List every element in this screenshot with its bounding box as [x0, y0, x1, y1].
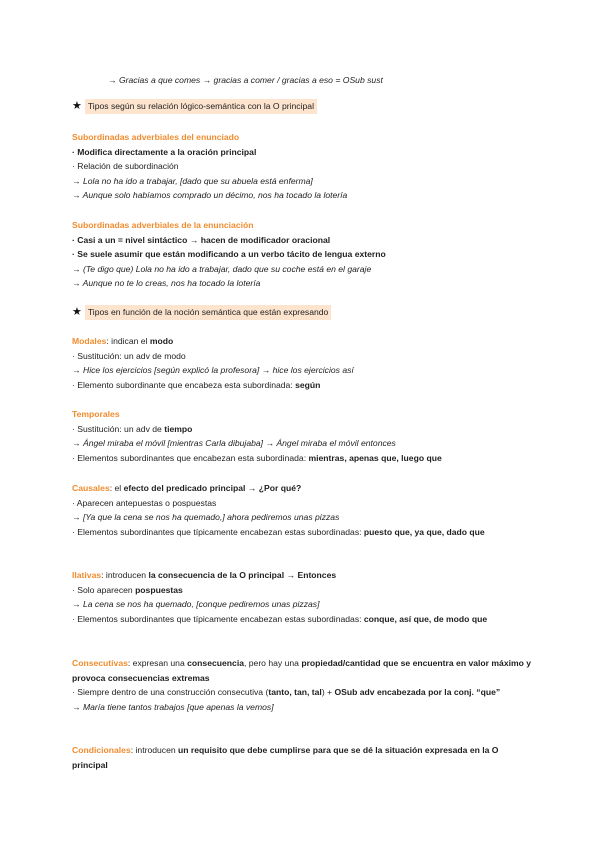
list-item	[72, 612, 532, 627]
star-icon: ★	[72, 306, 82, 318]
star-icon: ★	[72, 100, 82, 112]
text-run: · Sustitución: un adv de	[72, 423, 165, 434]
text-run: · Elemento subordinante que encabeza esta subordinada:	[72, 379, 296, 390]
text-run: : introducen	[130, 745, 179, 755]
section-title: Ilativas	[72, 570, 102, 580]
example-line: → Ángel miraba el móvil [mientras Carla dibujaba] → Ángel miraba el móvil entonces	[72, 438, 396, 449]
section-title: Subordinadas adverbiales del enunciado	[72, 132, 240, 142]
text-run: · Elementos subordinantes que típicamente encabezan estas subordinadas:	[72, 526, 364, 537]
text-run: · Elementos subordinantes que típicamente encabezan estas subordinadas:	[72, 613, 364, 624]
example-line: → Lola no ha ido a trabajar, [dado que su abuela está enferma]	[72, 175, 313, 186]
section-title: Causales	[72, 483, 110, 493]
list-item: · Casi a un = nivel sintáctico → hacen de modificador oracional	[72, 234, 331, 245]
text-run: , pero hay una	[243, 658, 302, 668]
example-line: → Aunque solo habíamos comprado un décimo, nos ha tocado la lotería	[72, 190, 348, 201]
section-heading-line	[72, 743, 532, 772]
bold-text: la consecuencia de la O principal → Entonces	[148, 570, 337, 580]
bold-text: un requisito que debe cumplirse para que se dé la situación expresada en la O principal	[72, 745, 499, 770]
text-run: · Solo aparecen	[72, 584, 136, 595]
bold-text: conque, así que, de modo que	[363, 613, 488, 624]
list-item	[72, 525, 532, 540]
bold-text: modo	[149, 336, 174, 346]
text-run: : indican el	[106, 336, 150, 346]
bold-text: tiempo	[164, 423, 193, 434]
section-title: Subordinadas adverbiales de la enunciación	[72, 220, 254, 230]
example-line: → La cena se nos ha quemado, [conque pediremos unas pizzas]	[72, 599, 320, 610]
section-heading-logico-semantica	[72, 99, 317, 114]
example-line: → Hice los ejercicios [según explicó la profesora] → hice los ejercicios así	[72, 365, 354, 376]
section-heading-line	[72, 568, 532, 583]
section-adverbiales-enunciacion	[72, 218, 532, 291]
section-condicionales	[72, 743, 532, 772]
bold-text: mientras, apenas que, luego que	[308, 452, 442, 463]
bold-text: puesto que, ya que, dado que	[363, 526, 485, 537]
section-temporales	[72, 407, 532, 465]
section-ilativas	[72, 568, 532, 626]
section-heading-nocion-semantica	[72, 305, 331, 320]
bold-text: efecto del predicado principal → ¿Por qué?	[123, 483, 302, 493]
highlighted-heading-text: Tipos según su relación lógico-semántica con la O principal	[85, 99, 317, 114]
list-item: · Modifica directamente a la oración principal	[72, 146, 257, 157]
section-modales	[72, 334, 532, 392]
list-item	[72, 378, 532, 393]
example-line: → [Ya que la cena se nos ha quemado,] ahora pediremos unas pizzas	[72, 512, 340, 523]
section-title: Condicionales	[72, 745, 131, 755]
section-consecutivas	[72, 656, 532, 714]
text-run: : expresan una	[127, 658, 188, 668]
intro-example-line: → Gracias a que comes → gracias a comer / gracias a eso = OSub sust	[108, 75, 383, 85]
list-item: · Se suele asumir que están modificando a un verbo tácito de lengua externo	[72, 249, 386, 260]
example-line: → (Te digo que) Lola no ha ido a trabajar, dado que su coche está en el garaje	[72, 263, 372, 274]
section-heading-line	[72, 481, 532, 496]
section-causales	[72, 481, 532, 539]
section-title: Consecutivas	[72, 658, 128, 668]
example-line: → Aunque no te lo creas, nos ha tocado la lotería	[72, 278, 261, 289]
bold-text: según	[295, 379, 321, 390]
section-heading-line	[72, 334, 532, 349]
highlighted-heading-text: Tipos en función de la noción semántica que están expresando	[85, 305, 331, 320]
bold-text: consecuencia	[187, 658, 244, 668]
bold-text: propiedad/cantidad que se encuentra en valor máximo y provoca consecuencias extremas	[72, 658, 532, 683]
list-item	[72, 451, 532, 466]
list-item	[72, 583, 532, 598]
bold-text: tanto, tan, tal	[268, 687, 322, 698]
text-run: : introducen	[101, 570, 149, 580]
list-item: · Sustitución: un adv de modo	[72, 350, 186, 361]
section-title: Modales	[72, 336, 107, 346]
list-item: · Relación de subordinación	[72, 161, 179, 172]
section-adverbiales-enunciado	[72, 130, 532, 203]
section-heading-line	[72, 656, 532, 685]
bold-text: OSub adv encabezada por la conj. “que”	[334, 687, 501, 698]
text-run: : el	[109, 483, 124, 493]
list-item	[72, 685, 532, 700]
list-item	[72, 422, 532, 437]
text-run: · Siempre dentro de una construcción consecutiva (	[72, 687, 269, 698]
list-item: · Aparecen antepuestas o pospuestas	[72, 497, 217, 508]
section-title: Temporales	[72, 409, 120, 419]
text-run: ) +	[321, 687, 335, 698]
text-run: · Elementos subordinantes que encabezan esta subordinada:	[72, 452, 309, 463]
example-line: → María tiene tantos trabajos [que apenas la vemos]	[72, 701, 274, 712]
bold-text: pospuestas	[135, 584, 183, 595]
